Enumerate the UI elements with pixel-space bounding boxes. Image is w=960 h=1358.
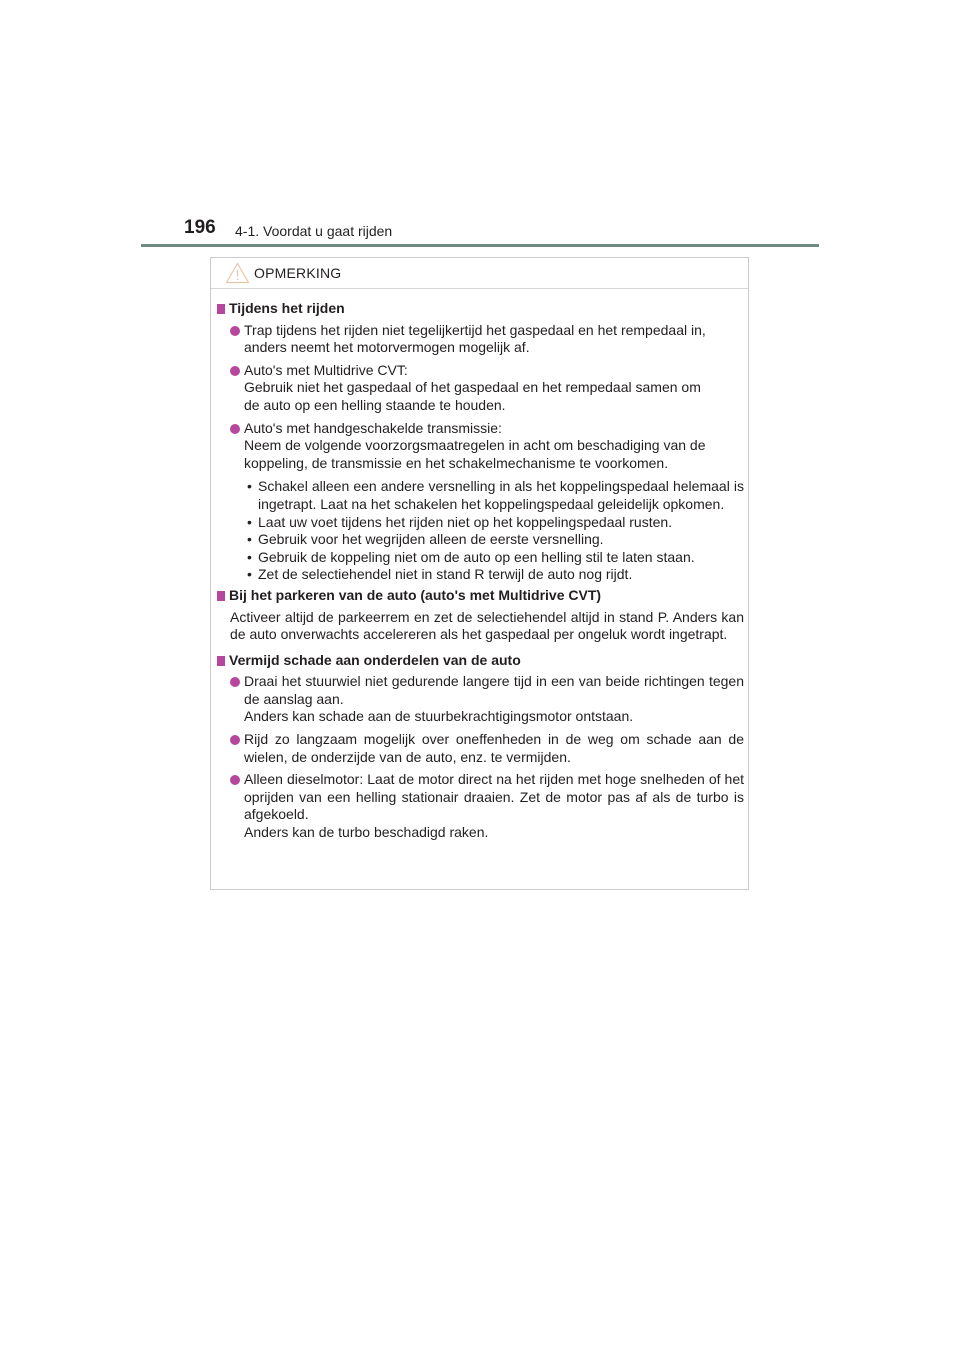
sub-list-item — [244, 531, 744, 549]
sub-item-text: Gebruik voor het wegrijden alleen de eerste versnelling. — [258, 531, 604, 548]
section-title: 4-1. Voordat u gaat rijden — [235, 223, 393, 239]
notice-title: OPMERKING — [254, 265, 342, 281]
list-item — [216, 322, 744, 357]
section-heading-text: Tijdens het rijden — [229, 300, 345, 316]
sub-list-item — [244, 566, 744, 584]
sub-item-text: Laat uw voet tijdens het rijden niet op het koppelingspedaal rusten. — [258, 513, 673, 530]
section-heading-text: Vermijd schade aan onderdelen van de auto — [229, 651, 521, 668]
sub-item-text: Schakel alleen een andere versnelling in als het koppelingspedaal helemaal is ingetrapt. Laat na het schakelen het koppelingspedaal geleidelijk opkomen. — [258, 478, 744, 512]
list-item — [216, 673, 744, 726]
circle-bullet-icon — [230, 326, 240, 336]
item-line: Gebruik niet het gaspedaal of het gaspedaal en het rempedaal samen om — [244, 379, 701, 396]
dot-bullet-icon: • — [247, 566, 252, 583]
item-line: Anders kan schade aan de stuurbekrachtigingsmotor ontstaan. — [244, 708, 634, 725]
item-line: Draai het stuurwiel niet gedurende langere tijd in een van beide richtingen tegen de aanslag aan. — [244, 673, 744, 707]
notice-content — [216, 300, 744, 842]
sub-item-text: Zet de selectiehendel niet in stand R terwijl de auto nog rijdt. — [258, 566, 633, 583]
sub-list-item — [244, 549, 744, 567]
circle-bullet-icon — [230, 424, 240, 434]
item-line: Anders kan de turbo beschadigd raken. — [244, 824, 489, 841]
notice-header — [211, 258, 748, 289]
dot-bullet-icon: • — [247, 513, 252, 530]
list-item — [216, 771, 744, 841]
notice-box — [210, 257, 749, 890]
section-heading-text: Bij het parkeren van de auto (auto's met Multidrive CVT) — [229, 586, 602, 603]
dot-bullet-icon: • — [247, 531, 252, 548]
sub-item-text: Gebruik de koppeling niet om de auto op een helling stil te laten staan. — [258, 548, 695, 565]
item-line: Neem de volgende voorzorgsmaatregelen in acht om beschadiging van de — [244, 437, 706, 454]
square-bullet-icon — [217, 304, 225, 314]
item-line: koppeling, de transmissie en het schakelmechanisme te voorkomen. — [244, 454, 669, 471]
header-rule — [141, 244, 819, 247]
section-heading-damage — [216, 652, 744, 670]
item-line: Rijd zo langzaam mogelijk over oneffenheden in de weg om schade aan de wielen, de onderzijde van de auto, enz. te vermijden. — [244, 731, 744, 765]
section-heading-driving — [216, 300, 744, 318]
item-line: Auto's met handgeschakelde transmissie: — [244, 419, 502, 436]
square-bullet-icon — [217, 656, 225, 666]
sub-list — [216, 478, 744, 584]
list-item — [216, 731, 744, 766]
page-number: 196 — [184, 217, 216, 238]
item-line: Trap tijdens het rijden niet tegelijkertijd het gaspedaal en het rempedaal in, — [244, 321, 706, 338]
circle-bullet-icon — [230, 677, 240, 687]
circle-bullet-icon — [230, 775, 240, 785]
item-line: anders neemt het motorvermogen mogelijk af. — [244, 339, 530, 356]
item-line: Alleen dieselmotor: Laat de motor direct na het rijden met hoge snelheden of het oprijden van een helling stationair draaien. Zet de motor pas af als de turbo is afgekoeld. — [244, 771, 744, 823]
warning-triangle-icon — [225, 262, 250, 284]
dot-bullet-icon: • — [247, 478, 252, 495]
section-heading-parking — [216, 587, 744, 605]
list-item — [216, 420, 744, 473]
section-paragraph: Activeer altijd de parkeerrem en zet de selectiehendel altijd in stand P. Anders kan de auto onverwachts accelereren als het gaspedaal per ongeluk wordt ingetrapt. — [230, 608, 744, 643]
circle-bullet-icon — [230, 366, 240, 376]
square-bullet-icon — [217, 591, 225, 601]
item-line: de auto op een helling staande te houden. — [244, 396, 506, 413]
list-item — [216, 362, 744, 415]
circle-bullet-icon — [230, 735, 240, 745]
sub-list-item — [244, 514, 744, 532]
item-line: Auto's met Multidrive CVT: — [244, 361, 408, 378]
sub-list-item — [244, 478, 744, 513]
dot-bullet-icon: • — [247, 548, 252, 565]
